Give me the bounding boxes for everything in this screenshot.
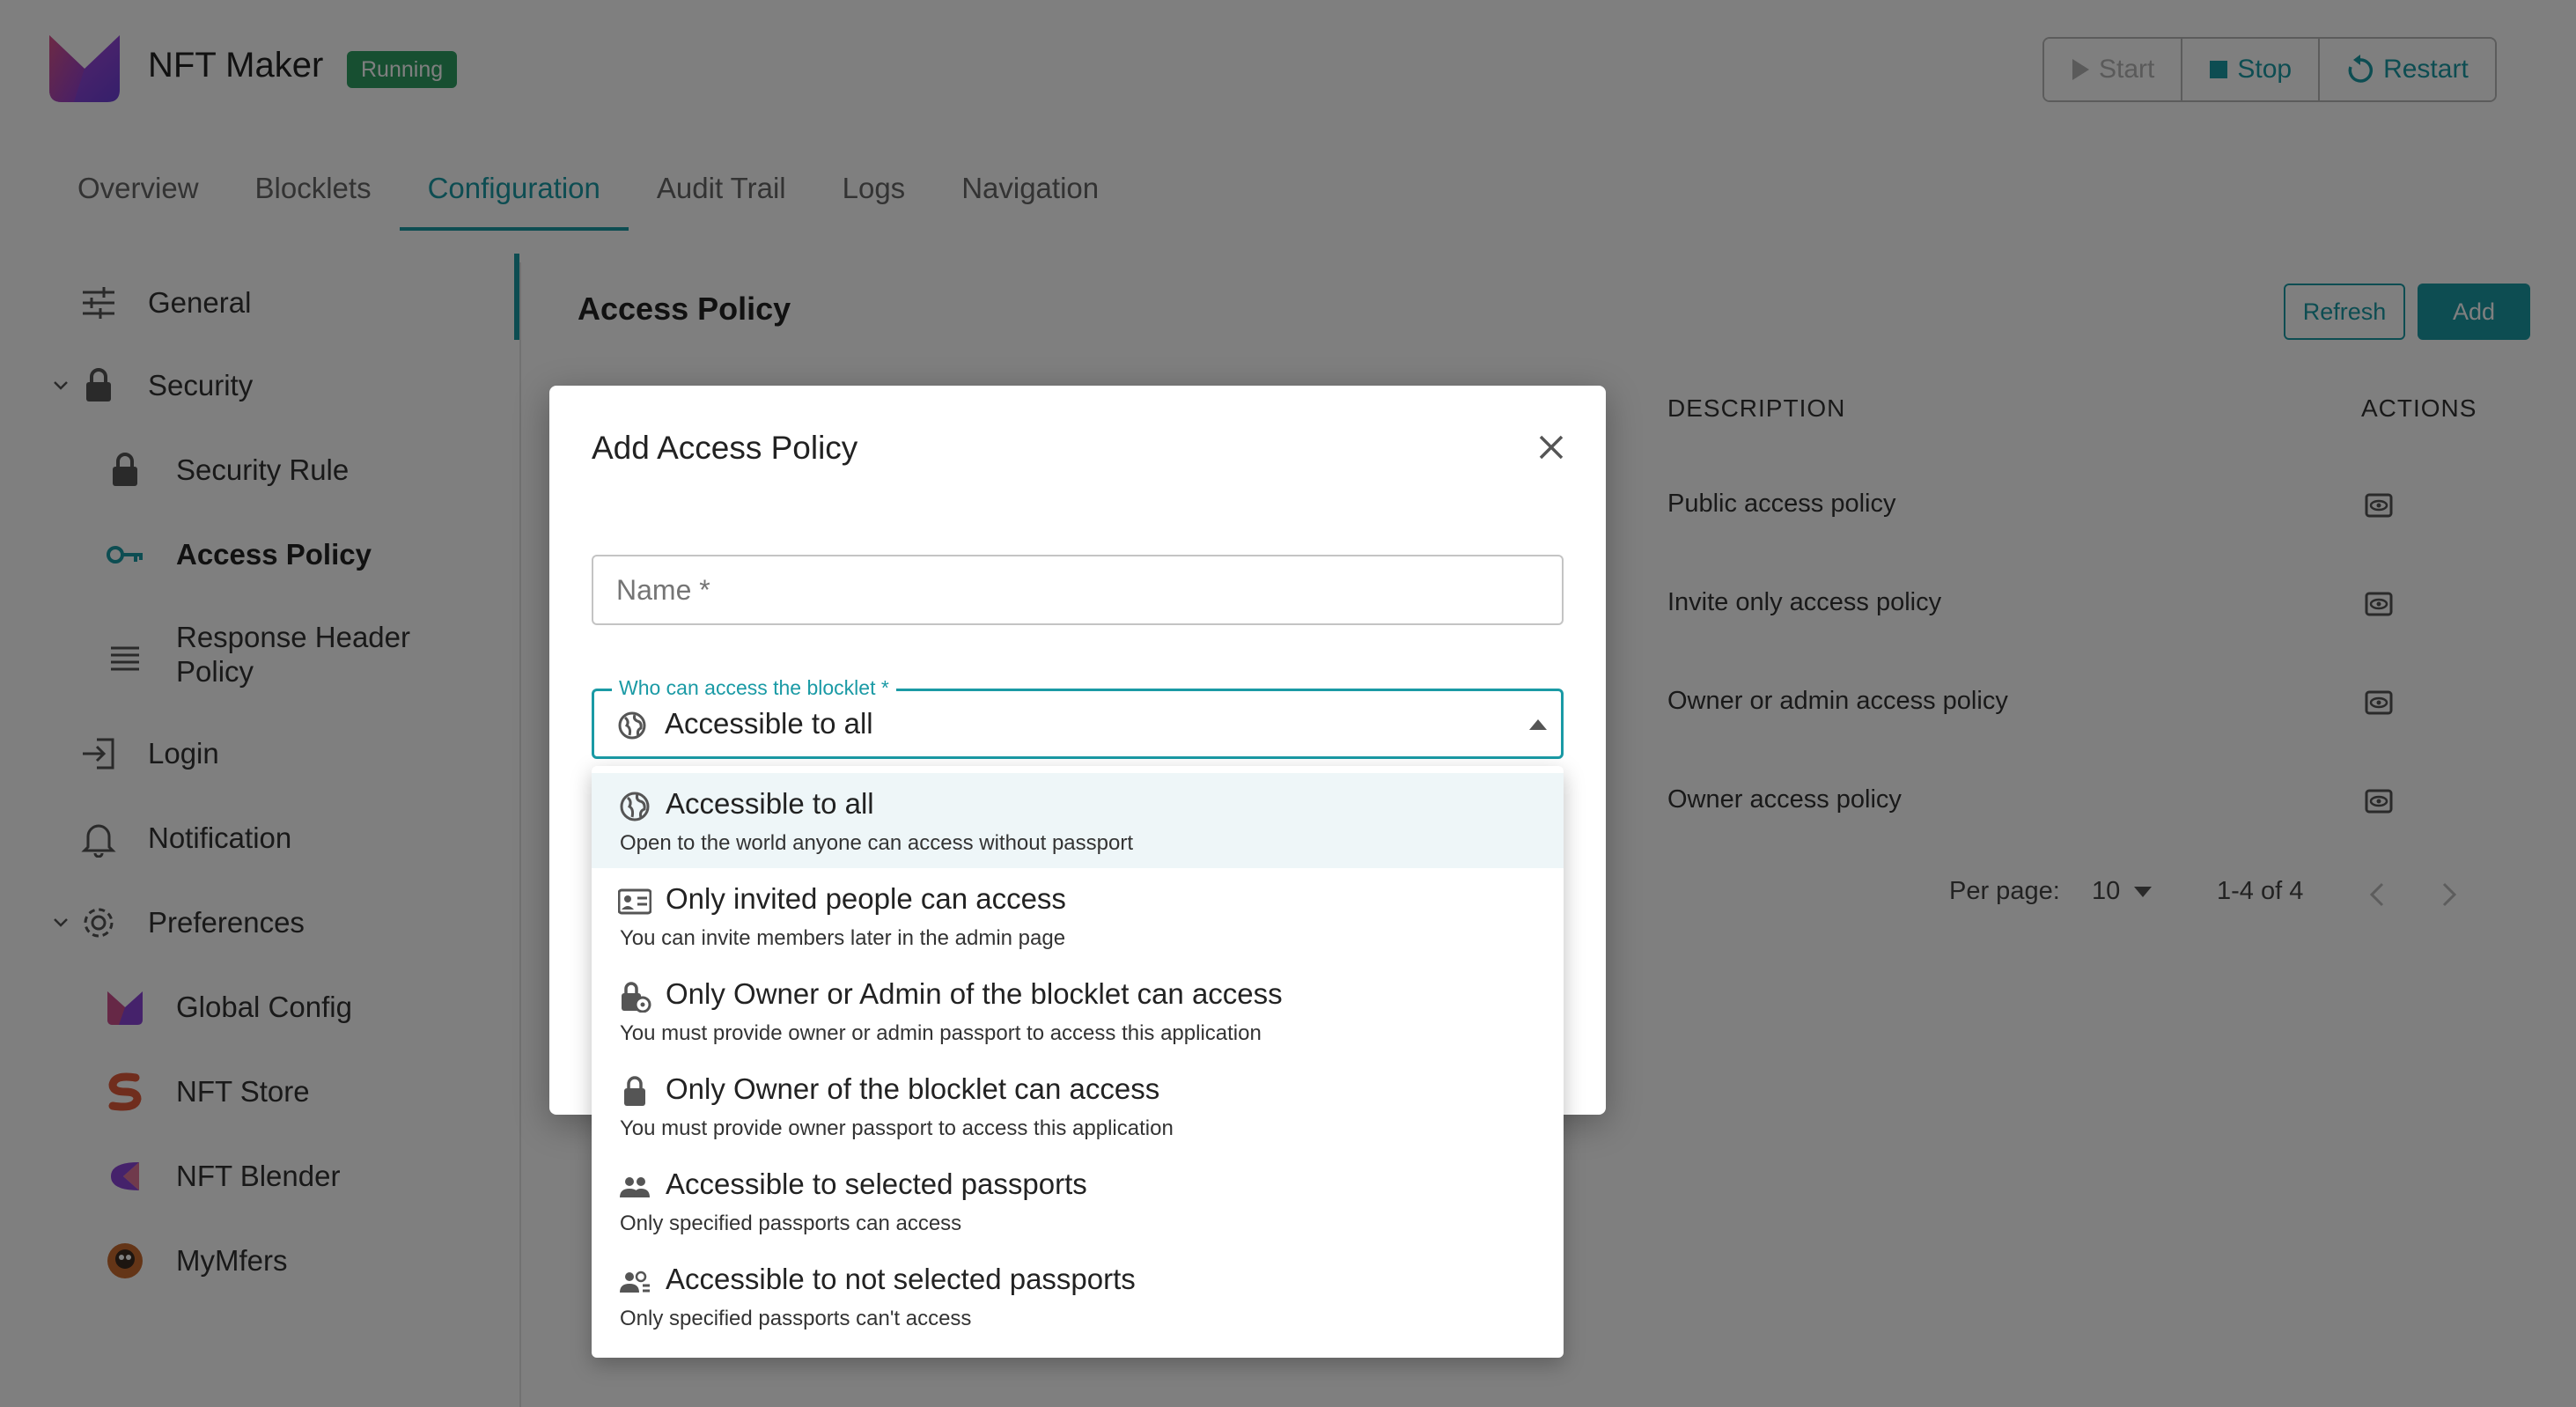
option-description: Only specified passports can access <box>620 1212 962 1235</box>
option-label: Only invited people can access <box>666 882 1066 915</box>
option-label: Only Owner or Admin of the blocklet can access <box>666 977 1283 1010</box>
option-label: Accessible to not selected passports <box>666 1263 1136 1295</box>
id-card-icon <box>618 886 651 917</box>
name-input[interactable] <box>592 555 1564 625</box>
caret-up-icon <box>1527 716 1549 733</box>
option-description: You must provide owner passport to access this application <box>620 1116 1174 1140</box>
access-select[interactable] <box>592 676 1564 759</box>
access-select-label: Who can access the blocklet * <box>612 676 896 700</box>
option-description: You can invite members later in the admin page <box>620 926 1066 950</box>
option-label: Accessible to all <box>666 787 874 820</box>
option-description: You must provide owner or admin passport to access this application <box>620 1021 1262 1045</box>
option-label: Only Owner of the blocklet can access <box>666 1072 1160 1105</box>
option-selected-passports[interactable] <box>592 1153 1564 1249</box>
option-not-selected-passports[interactable] <box>592 1249 1564 1344</box>
option-invited-only[interactable] <box>592 868 1564 963</box>
option-owner-only[interactable] <box>592 1058 1564 1153</box>
option-description: Only specified passports can't access <box>620 1307 972 1330</box>
option-owner-or-admin[interactable] <box>592 963 1564 1058</box>
dialog-title: Add Access Policy <box>592 430 858 466</box>
globe-icon <box>617 711 647 740</box>
option-accessible-to-all[interactable] <box>592 773 1564 868</box>
lock-admin-icon <box>618 981 651 1013</box>
option-description: Open to the world anyone can access without passport <box>620 831 1134 855</box>
access-select-value: Accessible to all <box>665 707 873 740</box>
lock-icon <box>618 1076 651 1108</box>
option-label: Accessible to selected passports <box>666 1168 1087 1200</box>
people-excluded-icon <box>618 1266 651 1298</box>
close-icon[interactable] <box>1534 430 1569 465</box>
access-options-menu <box>592 766 1564 1358</box>
people-icon <box>618 1171 651 1203</box>
globe-icon <box>618 791 651 822</box>
